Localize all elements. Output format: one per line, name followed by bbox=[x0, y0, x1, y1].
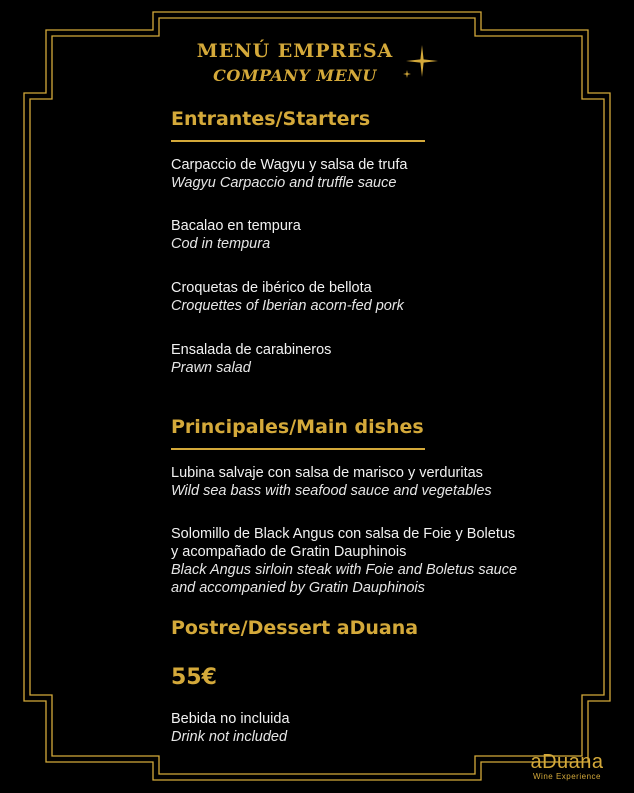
brand-tagline: Wine Experience bbox=[533, 772, 601, 781]
menu-title: MENÚ EMPRESA bbox=[196, 40, 394, 62]
section-title: Entrantes/Starters bbox=[171, 108, 371, 130]
dish-name-es: Bacalao en tempura bbox=[171, 218, 301, 234]
dish-name-en: Cod in tempura bbox=[171, 236, 271, 252]
sparkle-star-icon bbox=[400, 45, 442, 81]
brand-name: aDuana bbox=[530, 751, 604, 773]
drinks-note bbox=[171, 710, 571, 746]
dish-name-en: Wild sea bass with seafood sauce and vegetables bbox=[171, 483, 492, 499]
dish-name-en: Wagyu Carpaccio and truffle sauce bbox=[171, 175, 397, 191]
dish-item bbox=[171, 217, 571, 253]
dish-name-en: Croquettes of Iberian acorn-fed pork bbox=[171, 298, 404, 314]
dish-name-en: Prawn salad bbox=[171, 360, 251, 376]
dish-item bbox=[171, 279, 571, 315]
menu-content bbox=[171, 108, 571, 746]
dish-item bbox=[171, 341, 571, 377]
dish-name-es-cont: y acompañado de Gratin Dauphinois bbox=[171, 544, 407, 560]
brand-logo bbox=[524, 752, 610, 781]
dish-name-es: Solomillo de Black Angus con salsa de Foie y Boletus bbox=[171, 526, 516, 542]
dish-item bbox=[171, 525, 571, 597]
dish-item bbox=[171, 464, 571, 500]
price: 55€ bbox=[171, 665, 217, 690]
dish-name-en: Black Angus sirloin steak with Foie and Boletus sauce bbox=[171, 562, 518, 578]
starters-section bbox=[171, 108, 571, 377]
dish-name-en-cont: and accompanied by Gratin Dauphinois bbox=[171, 580, 425, 596]
dessert-section bbox=[171, 617, 571, 639]
mains-section bbox=[171, 416, 571, 597]
dish-name-es: Lubina salvaje con salsa de marisco y verduritas bbox=[171, 465, 483, 481]
dish-name-es: Croquetas de ibérico de bellota bbox=[171, 280, 372, 296]
dish-item bbox=[171, 156, 571, 192]
section-divider bbox=[171, 140, 425, 142]
section-divider bbox=[171, 448, 425, 450]
section-title: Postre/Dessert aDuana bbox=[171, 617, 419, 639]
menu-subtitle: COMPANY MENU bbox=[213, 66, 377, 85]
section-title: Principales/Main dishes bbox=[171, 416, 424, 438]
dish-name-es: Ensalada de carabineros bbox=[171, 342, 332, 358]
dish-name-es: Carpaccio de Wagyu y salsa de trufa bbox=[171, 157, 408, 173]
drinks-note-es: Bebida no incluida bbox=[171, 711, 290, 727]
drinks-note-en: Drink not included bbox=[171, 729, 288, 745]
